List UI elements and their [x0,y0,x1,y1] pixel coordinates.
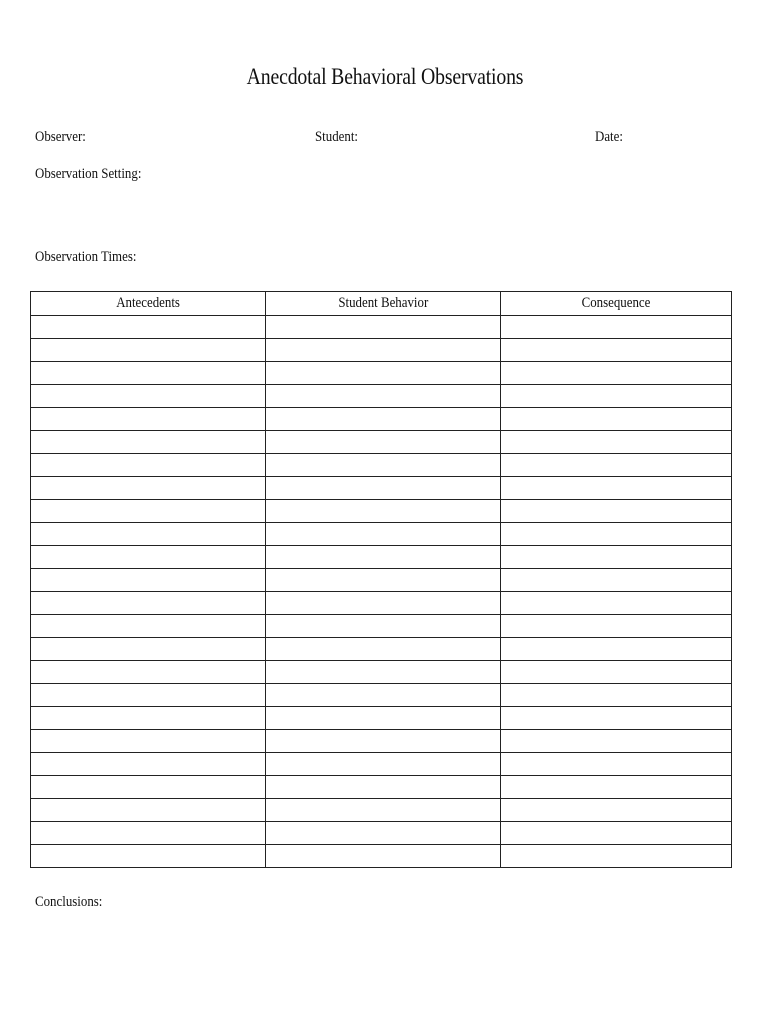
antecedent-cell[interactable] [31,339,266,362]
table-row [31,500,732,523]
antecedent-cell[interactable] [31,845,266,868]
table-row [31,385,732,408]
column-header-antecedents: Antecedents [31,292,266,316]
behavior-cell[interactable] [266,316,501,339]
behavior-cell[interactable] [266,592,501,615]
table-header-row [31,292,732,316]
table-row [31,523,732,546]
behavior-cell[interactable] [266,431,501,454]
consequence-cell[interactable] [501,822,732,845]
consequence-cell[interactable] [501,684,732,707]
behavior-cell[interactable] [266,339,501,362]
table-row [31,845,732,868]
consequence-cell[interactable] [501,845,732,868]
table-row [31,822,732,845]
antecedent-cell[interactable] [31,730,266,753]
antecedent-cell[interactable] [31,707,266,730]
antecedent-cell[interactable] [31,592,266,615]
antecedent-cell[interactable] [31,799,266,822]
table-row [31,339,732,362]
behavior-cell[interactable] [266,408,501,431]
antecedent-cell[interactable] [31,500,266,523]
student-label: Student: [315,129,359,145]
consequence-cell[interactable] [501,661,732,684]
table-row [31,316,732,339]
behavior-cell[interactable] [266,753,501,776]
antecedent-cell[interactable] [31,661,266,684]
behavior-cell[interactable] [266,684,501,707]
table-row [31,431,732,454]
table-row [31,362,732,385]
table-row [31,753,732,776]
consequence-cell[interactable] [501,431,732,454]
observation-table [30,291,732,868]
antecedent-cell[interactable] [31,454,266,477]
consequence-cell[interactable] [501,316,732,339]
consequence-cell[interactable] [501,730,732,753]
table-row [31,569,732,592]
antecedent-cell[interactable] [31,362,266,385]
consequence-cell[interactable] [501,615,732,638]
consequence-cell[interactable] [501,592,732,615]
antecedent-cell[interactable] [31,408,266,431]
behavior-cell[interactable] [266,638,501,661]
consequence-cell[interactable] [501,362,732,385]
consequence-cell[interactable] [501,339,732,362]
behavior-cell[interactable] [266,546,501,569]
consequence-cell[interactable] [501,454,732,477]
observer-label: Observer: [35,129,86,145]
behavior-cell[interactable] [266,730,501,753]
antecedent-cell[interactable] [31,684,266,707]
behavior-cell[interactable] [266,615,501,638]
consequence-cell[interactable] [501,385,732,408]
antecedent-cell[interactable] [31,776,266,799]
times-label: Observation Times: [35,249,137,265]
table-row [31,776,732,799]
antecedent-cell[interactable] [31,546,266,569]
behavior-cell[interactable] [266,799,501,822]
table-row [31,684,732,707]
page-title: Anecdotal Behavioral Observations [246,64,524,89]
behavior-cell[interactable] [266,569,501,592]
consequence-cell[interactable] [501,408,732,431]
antecedent-cell[interactable] [31,523,266,546]
table-row [31,799,732,822]
consequence-cell[interactable] [501,500,732,523]
antecedent-cell[interactable] [31,385,266,408]
behavior-cell[interactable] [266,707,501,730]
conclusions-label: Conclusions: [35,894,103,910]
behavior-cell[interactable] [266,845,501,868]
table-row [31,707,732,730]
table-row [31,454,732,477]
consequence-cell[interactable] [501,523,732,546]
antecedent-cell[interactable] [31,316,266,339]
antecedent-cell[interactable] [31,615,266,638]
table-row [31,661,732,684]
consequence-cell[interactable] [501,477,732,500]
behavior-cell[interactable] [266,500,501,523]
behavior-cell[interactable] [266,385,501,408]
behavior-cell[interactable] [266,523,501,546]
table-row [31,477,732,500]
consequence-cell[interactable] [501,753,732,776]
table-row [31,638,732,661]
consequence-cell[interactable] [501,799,732,822]
column-header-student-behavior: Student Behavior [266,292,501,316]
behavior-cell[interactable] [266,454,501,477]
antecedent-cell[interactable] [31,638,266,661]
antecedent-cell[interactable] [31,431,266,454]
behavior-cell[interactable] [266,776,501,799]
antecedent-cell[interactable] [31,569,266,592]
antecedent-cell[interactable] [31,822,266,845]
table-row [31,592,732,615]
setting-label: Observation Setting: [35,166,142,182]
column-header-consequence: Consequence [501,292,732,316]
consequence-cell[interactable] [501,546,732,569]
consequence-cell[interactable] [501,776,732,799]
consequence-cell[interactable] [501,707,732,730]
date-label: Date: [595,129,623,145]
table-row [31,730,732,753]
table-body [31,316,732,868]
consequence-cell[interactable] [501,569,732,592]
antecedent-cell[interactable] [31,477,266,500]
table-row [31,546,732,569]
behavior-cell[interactable] [266,477,501,500]
consequence-cell[interactable] [501,638,732,661]
behavior-cell[interactable] [266,661,501,684]
antecedent-cell[interactable] [31,753,266,776]
table-row [31,615,732,638]
table-row [31,408,732,431]
behavior-cell[interactable] [266,822,501,845]
behavior-cell[interactable] [266,362,501,385]
